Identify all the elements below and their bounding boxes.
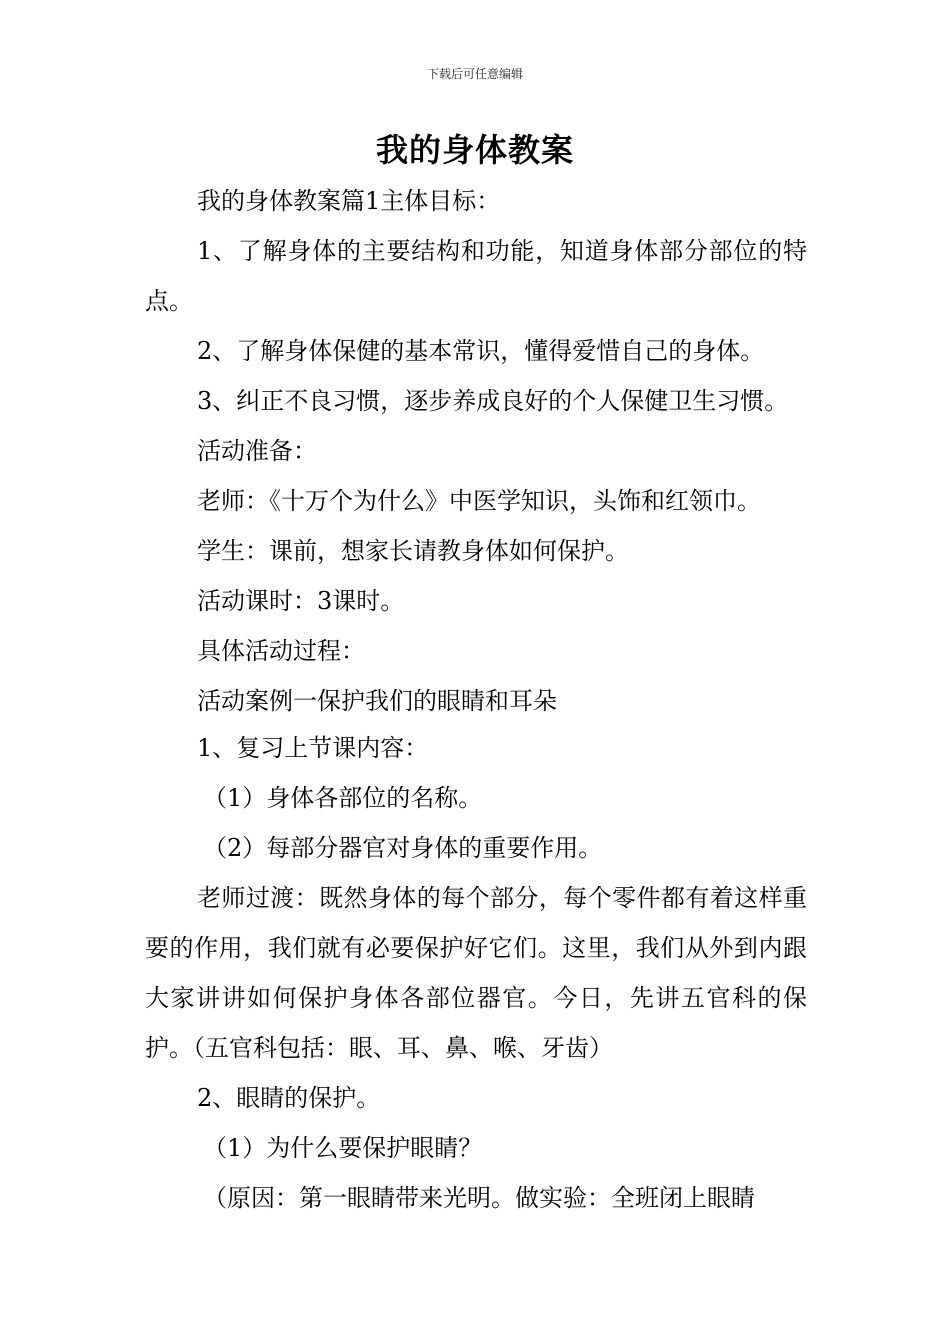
paragraph-teacher-prep: 老师：《十万个为什么》中医学知识，头饰和红领巾。: [197, 487, 761, 515]
paragraph-teacher-transition: 老师过渡：既然身体的每个部分，每个零件都有着这样重要的作用，我们就有必要保护好它们。这里，我们从外到内跟大家讲讲如何保护身体各部位器官。今日，先讲五官科的保护。（五官科包括：眼、耳、鼻、喉、牙齿）: [145, 884, 807, 1062]
paragraph-goal-2: 2、了解身体保健的基本常识，懂得爱惜自己的身体。: [197, 337, 765, 365]
paragraph-intro: 我的身体教案篇1主体目标：: [197, 187, 501, 215]
paragraph-goal-3: 3、纠正不良习惯，逐步养成良好的个人保健卫生习惯。: [197, 387, 789, 415]
paragraph-eye-protection: 2、眼睛的保护。: [197, 1084, 381, 1112]
paragraph-review-item-2: （2）每部分器官对身体的重要作用。: [203, 834, 603, 862]
paragraph-process-heading: 具体活动过程：: [197, 637, 365, 665]
paragraph-preparation-heading: 活动准备：: [197, 437, 317, 465]
paragraph-eye-reason: （原因：第一眼睛带来光明。做实验：全班闭上眼睛: [203, 1184, 755, 1212]
paragraph-review: 1、复习上节课内容：: [197, 734, 429, 762]
paragraph-review-item-1: （1）身体各部位的名称。: [203, 784, 483, 812]
paragraph-student-prep: 学生：课前，想家长请教身体如何保护。: [197, 537, 629, 565]
paragraph-class-hours: 活动课时：3课时。: [197, 587, 405, 615]
page-header-note: 下载后可任意编辑: [426, 67, 523, 81]
paragraph-case-one: 活动案例一保护我们的眼睛和耳朵: [197, 687, 557, 715]
paragraph-goal-1: 1、了解身体的主要结构和功能，知道身体部分部位的特点。: [145, 237, 807, 315]
document-title: 我的身体教案: [375, 131, 574, 169]
paragraph-eye-question: （1）为什么要保护眼睛？: [203, 1134, 483, 1162]
